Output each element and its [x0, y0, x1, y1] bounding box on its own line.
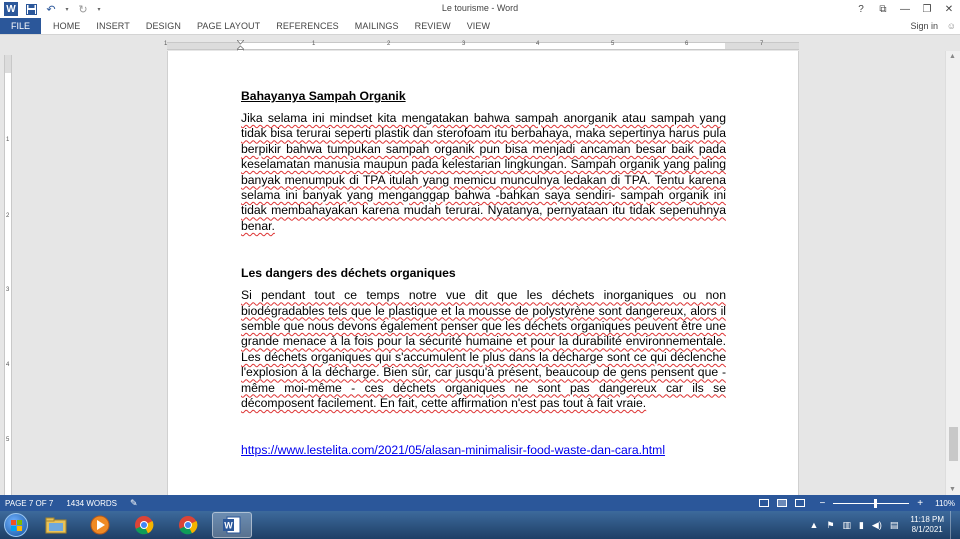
tab-file[interactable]: FILE: [0, 18, 41, 34]
vruler-number: 5: [6, 437, 10, 443]
media-player-icon[interactable]: [80, 512, 120, 538]
page-count[interactable]: PAGE 7 OF 7: [5, 498, 54, 508]
tab-view[interactable]: VIEW: [466, 21, 491, 31]
source-link[interactable]: https://www.lestelita.com/2021/05/alasan-minimalisir-food-waste-dan-cara.html: [241, 442, 666, 457]
window-controls: [850, 0, 960, 18]
ribbon-tabs: [0, 18, 960, 35]
zoom-slider[interactable]: [833, 503, 909, 504]
signal-icon[interactable]: ▮: [858, 519, 864, 530]
system-tray: [809, 511, 960, 539]
tab-home[interactable]: HOME: [53, 21, 81, 31]
heading-french[interactable]: Les dangers des déchets organiques: [241, 266, 456, 281]
word-count[interactable]: 1434 WORDS: [66, 498, 117, 508]
svg-text:W: W: [224, 520, 233, 531]
tab-insert[interactable]: INSERT: [96, 21, 130, 31]
windows-logo-icon: [4, 513, 28, 537]
tab-references[interactable]: REFERENCES: [276, 21, 339, 31]
document-page[interactable]: [167, 51, 799, 495]
vruler-top-margin: [5, 55, 11, 73]
network-icon[interactable]: ▥: [842, 519, 851, 530]
ribbon-display-icon[interactable]: ⧉: [879, 3, 887, 15]
user-icon[interactable]: ☺: [946, 21, 956, 31]
redo-icon[interactable]: ↻: [78, 3, 88, 16]
word-icon[interactable]: [212, 512, 252, 538]
undo-icon[interactable]: ↶: [46, 3, 56, 16]
zoom-out-button[interactable]: −: [819, 497, 826, 509]
ruler-number: 7: [760, 41, 764, 47]
tab-page-layout[interactable]: PAGE LAYOUT: [196, 21, 261, 31]
chrome-icon[interactable]: [124, 512, 164, 538]
dropdown-icon[interactable]: ▾: [65, 6, 69, 13]
word-app-icon[interactable]: W: [4, 2, 18, 16]
zoom-in-button[interactable]: +: [917, 497, 924, 509]
show-desktop-button[interactable]: [950, 511, 960, 539]
print-layout-icon[interactable]: [777, 499, 787, 507]
clock-date: 8/1/2021: [911, 525, 943, 534]
vruler-number: 1: [6, 137, 10, 143]
ruler-number: 1: [312, 41, 316, 47]
heading-indonesian[interactable]: Bahayanya Sampah Organik: [241, 89, 406, 103]
minimize-icon[interactable]: —: [900, 3, 910, 15]
clock-time: 11:18 PM: [910, 515, 944, 524]
scroll-down-icon[interactable]: ▼: [949, 486, 956, 493]
horizontal-ruler[interactable]: [164, 41, 799, 50]
vruler-number: 2: [6, 213, 10, 219]
restore-icon[interactable]: ❐: [922, 3, 932, 15]
status-bar: [0, 495, 960, 511]
flag-icon[interactable]: ⚑: [826, 519, 835, 530]
ruler-number: 3: [462, 41, 466, 47]
explorer-icon[interactable]: [36, 512, 76, 538]
title-bar: [0, 0, 960, 18]
tab-design[interactable]: DESIGN: [145, 21, 181, 31]
proofing-icon[interactable]: ✎: [130, 497, 138, 508]
ruler-number: 4: [536, 41, 540, 47]
paragraph-indonesian[interactable]: Jika selama ini mindset kita mengatakan bahwa sampah anorganik atau sampah yang tidak bisa terurai seperti plastik dan sterofoam itu berbahaya, maka sepertinya harus pula berpikir bahwa tumpukan sampah organik pun bisa menjadi ancaman besar baik pada keselamatan manusia maupun pada kelestarian lingkungan. Sampah organik yang paling banyak menumpuk di TPA itulah yang memicu munculnya ledakan di TPA. Tentu karena selama ini banyak yang menganggap bahwa -bahkan saya sendiri- sampah organik ini tidak membahayakan karena mudah terurai. Nyatanya, pernyataan itu tidak sepenuhnya benar.: [241, 111, 726, 233]
show-hidden-icons-icon[interactable]: ▲: [809, 520, 819, 530]
tab-review[interactable]: REVIEW: [414, 21, 451, 31]
sign-in-link[interactable]: Sign in: [910, 21, 938, 31]
window-title: Le tourisme - Word: [441, 3, 519, 13]
vruler-number: 3: [6, 287, 10, 293]
vertical-ruler[interactable]: [4, 55, 12, 495]
zoom-level[interactable]: 110%: [935, 498, 955, 508]
ruler-number: 2: [387, 41, 391, 47]
document-content[interactable]: [241, 89, 726, 457]
clock[interactable]: [910, 515, 944, 535]
start-button[interactable]: [0, 511, 32, 539]
ruler-number: 6: [685, 41, 689, 47]
windows-taskbar: [0, 511, 960, 539]
web-layout-icon[interactable]: [795, 499, 805, 507]
tab-mailings[interactable]: MAILINGS: [354, 21, 399, 31]
help-icon[interactable]: ?: [858, 3, 864, 15]
ruler-number: 5: [611, 41, 615, 47]
scroll-up-icon[interactable]: ▲: [949, 53, 956, 60]
chrome-icon[interactable]: [168, 512, 208, 538]
ruler-left-margin: [167, 43, 240, 49]
quick-access-toolbar: [0, 0, 102, 18]
ruler-number: 1: [164, 41, 168, 47]
volume-icon[interactable]: ◀): [871, 519, 882, 530]
vruler-number: 4: [6, 362, 10, 368]
paragraph-french[interactable]: Si pendant tout ce temps notre vue dit que les déchets inorganiques ou non biodégradables tels que le plastique et la mousse de polystyrène sont dangereux, alors il semble que nous devons également penser que les déchets organiques peuvent être une grande menace à la fois pour la sécurité humaine et pour la durabilité environnementale. Les déchets organiques qui s'accumulent le plus dans la décharge sont ce qui déclenche l'explosion à la décharge. Bien sûr, car jusqu'à présent, beaucoup de gens pensent que -même moi-même - ces déchets organiques ne sont pas dangereux car ils se décomposent facilement. En fait, cette affirmation n'est pas tout à fait vraie.: [241, 288, 726, 411]
read-mode-icon[interactable]: [759, 499, 769, 507]
close-icon[interactable]: ✕: [944, 3, 954, 15]
scrollbar-thumb[interactable]: [949, 427, 958, 461]
vertical-scrollbar[interactable]: [945, 51, 960, 495]
customize-toolbar-icon[interactable]: ▾: [97, 6, 101, 13]
zoom-slider-thumb[interactable]: [874, 499, 877, 508]
floppy-disk-icon[interactable]: [24, 2, 38, 16]
action-center-icon[interactable]: ▤: [889, 519, 899, 530]
